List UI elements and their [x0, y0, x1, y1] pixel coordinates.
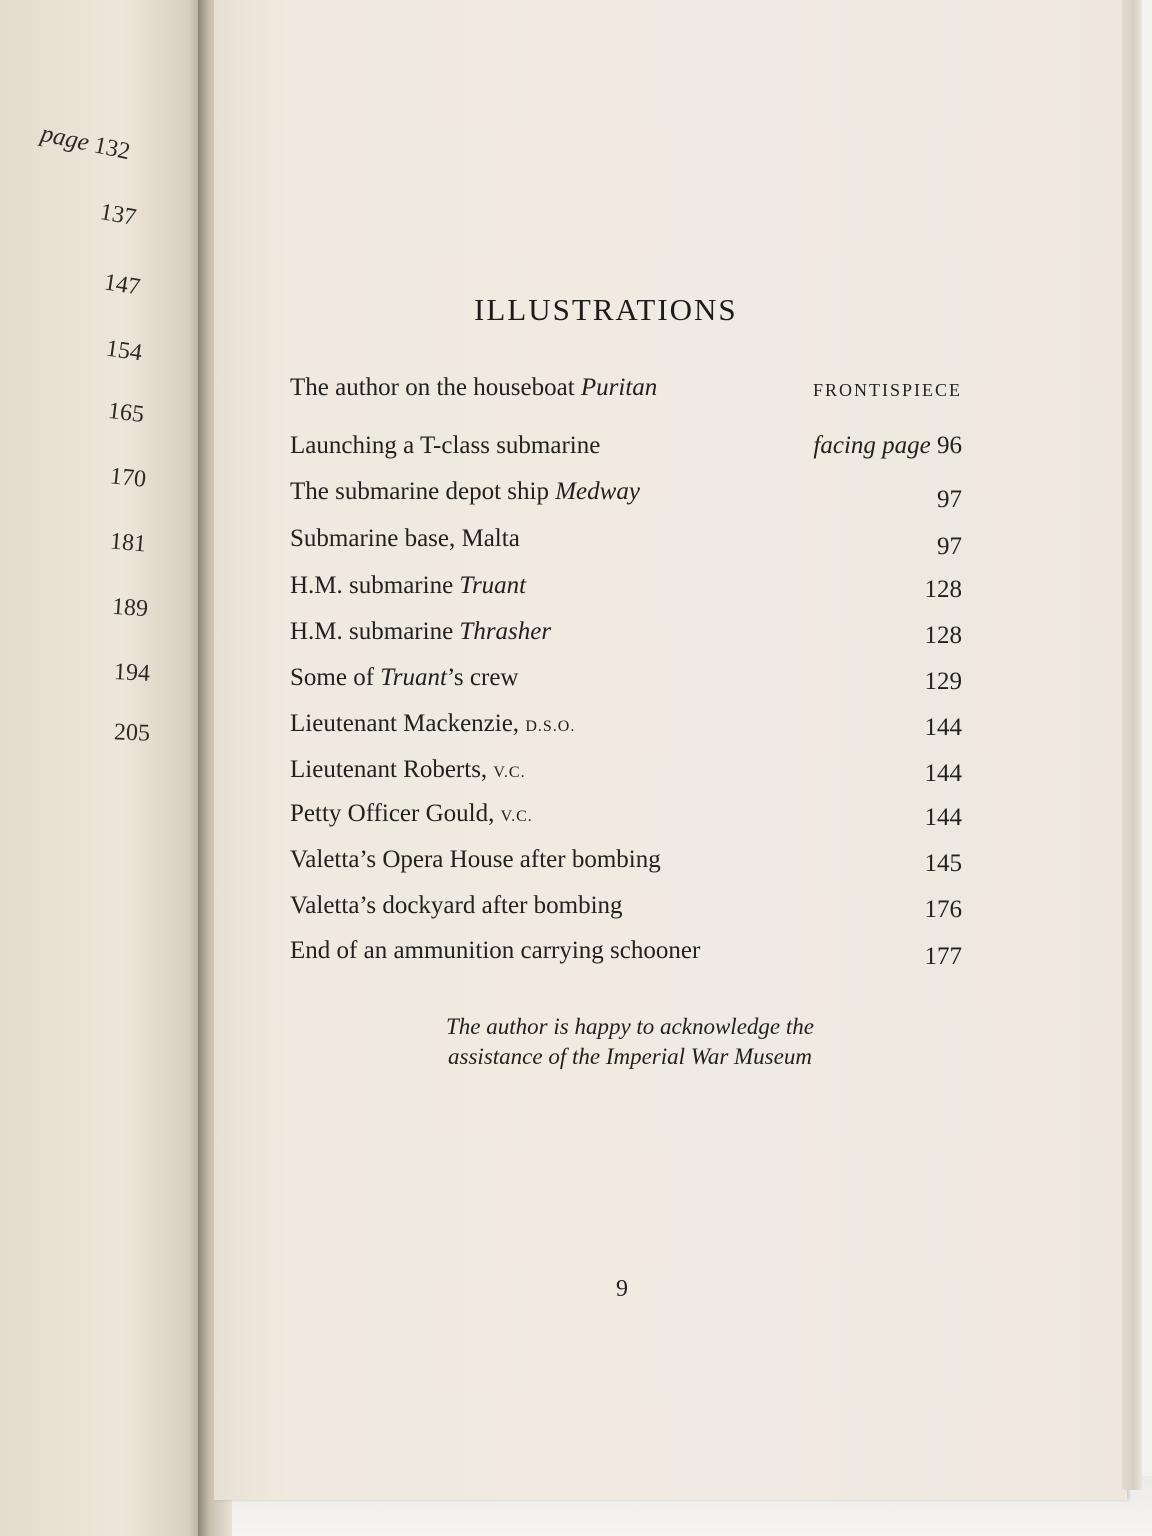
entry-page: 97 [937, 533, 962, 560]
left-page-number: 154 [104, 335, 144, 367]
illustration-entry [290, 525, 962, 561]
illustration-entry [290, 572, 962, 608]
entry-page: 145 [924, 850, 962, 877]
entry-caption: H.M. submarine Thrasher [290, 618, 552, 645]
illustration-entry [290, 756, 962, 792]
illustration-entry [290, 432, 962, 468]
left-page [0, 0, 205, 1536]
page-edge [1122, 0, 1142, 1490]
entry-caption: Lieutenant Roberts, V.C. [290, 756, 526, 783]
entry-page: 97 [937, 486, 962, 513]
left-page-number: 147 [102, 269, 142, 301]
entry-page: 177 [924, 943, 962, 970]
left-page-number: 170 [108, 463, 148, 493]
right-page [214, 0, 1127, 1500]
entry-caption: Valetta’s Opera House after bombing [290, 846, 661, 873]
acknowledgement [380, 1012, 880, 1072]
illustration-entry [290, 618, 962, 654]
entry-page: 144 [924, 760, 962, 787]
entry-caption: Launching a T-class submarine [290, 432, 601, 459]
page-title: ILLUSTRATIONS [474, 292, 738, 327]
entry-page: 144 [924, 804, 962, 831]
acknowledgement-line: The author is happy to acknowledge the [446, 1014, 814, 1039]
entry-page: FRONTISPIECE [812, 380, 962, 400]
acknowledgement-line: assistance of the Imperial War Museum [448, 1044, 812, 1069]
illustration-entry [290, 710, 962, 746]
illustration-entry [290, 374, 962, 410]
page-number: 9 [616, 1276, 628, 1302]
entry-caption: The author on the houseboat Puritan [290, 374, 658, 401]
illustration-entry [290, 892, 962, 928]
entry-page: 129 [924, 668, 962, 695]
left-page-number: 194 [113, 659, 151, 687]
illustration-entry [290, 800, 962, 836]
illustration-entry [290, 937, 962, 973]
entry-caption: The submarine depot ship Medway [290, 478, 640, 505]
illustration-entry [290, 846, 962, 882]
entry-caption: Lieutenant Mackenzie, D.S.O. [290, 710, 576, 737]
entry-page: 144 [924, 714, 962, 741]
left-page-number: 181 [108, 528, 148, 558]
entry-caption: End of an ammunition carrying schooner [290, 937, 701, 964]
illustration-entry [290, 478, 962, 514]
left-page-number: page132 [38, 120, 133, 166]
entry-caption: Valetta’s dockyard after bombing [290, 892, 623, 919]
entry-caption: H.M. submarine Truant [290, 572, 527, 599]
left-page-number: 165 [106, 397, 146, 429]
page-word: page [38, 120, 92, 157]
entry-page: facing page 96 [813, 432, 962, 459]
entry-page: 128 [924, 576, 962, 603]
left-page-number: 205 [113, 719, 151, 747]
left-page-number: 137 [98, 199, 139, 231]
entry-caption: Submarine base, Malta [290, 525, 520, 552]
entry-page: 176 [924, 896, 962, 923]
entry-caption: Some of Truant’s crew [290, 664, 519, 691]
illustration-entry [290, 664, 962, 700]
left-page-number: 189 [111, 593, 149, 623]
entry-page: 128 [924, 622, 962, 649]
entry-caption: Petty Officer Gould, V.C. [290, 800, 533, 827]
